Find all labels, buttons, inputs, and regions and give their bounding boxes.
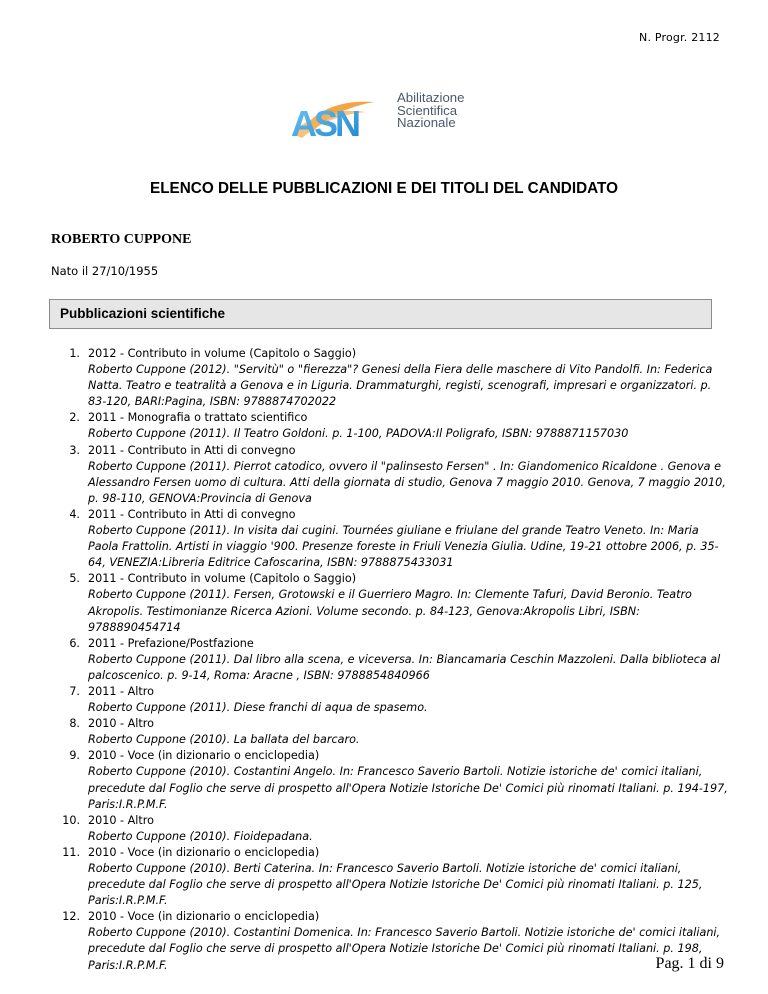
publication-item [0, 636, 768, 684]
publication-number: 4. [69, 507, 80, 521]
publication-item [0, 684, 768, 716]
logo-line-1: Abilitazione [397, 90, 465, 105]
publication-type: 2010 - Altro [88, 717, 154, 731]
publication-reference: Roberto Cuppone (2011). Fersen, Grotowski e il Guerriero Magro. In: Clemente Tafuri, David Beronio. Teatro Akropolis. Testimonianze Ricerca Azioni. Volume secondo. p. 84-123, Genova:Akropolis Libri, ISBN: 9788890454714 [88, 588, 692, 634]
section-title: Pubblicazioni scientifiche [60, 306, 226, 321]
publication-number: 2. [69, 411, 80, 425]
publication-reference: Roberto Cuppone (2012). "Servitù" o "fierezza"? Genesi della Fiera delle maschere di Vito Pandolfi. In: Federica Natta. Teatro e teatralità a Genova e in Liguria. Drammaturghi, registi, scenografi, impresari e organizzatori. p. 83-120, BARI:Pagina, ISBN: 9788874702022 [88, 363, 713, 409]
publication-number: 5. [69, 572, 80, 586]
publication-reference: Roberto Cuppone (2010). Berti Caterina. In: Francesco Saverio Bartoli. Notizie istoriche de' comici italiani, precedute dal Foglio che serve di prospetto all'Opera Notizie Istoriche De' Comici più rinomati Italiani. p. 125, Paris:I.R.P.M.F. [88, 862, 703, 908]
publication-type: 2011 - Contributo in Atti di convegno [88, 507, 296, 521]
publications-list [0, 346, 768, 974]
publication-number: 6. [69, 636, 80, 650]
candidate-name: ROBERTO CUPPONE [51, 232, 192, 247]
publication-type: 2010 - Voce (in dizionario o enciclopedia) [88, 749, 320, 763]
asn-logo-mark [290, 92, 400, 144]
publication-reference: Roberto Cuppone (2010). Fioidepadana. [88, 829, 313, 843]
publication-number: 1. [69, 347, 80, 360]
publication-number: 7. [69, 684, 80, 698]
publication-reference: Roberto Cuppone (2010). La ballata del barcaro. [88, 733, 360, 747]
publication-type: 2011 - Contributo in Atti di convegno [88, 443, 296, 457]
publication-reference: Roberto Cuppone (2011). Il Teatro Goldoni. p. 1-100, PADOVA:Il Poligrafo, ISBN: 9788871157030 [88, 427, 629, 441]
publication-type: 2010 - Voce (in dizionario o enciclopedia) [88, 910, 320, 924]
publication-number: 8. [69, 717, 80, 731]
logo-wordmark [397, 92, 464, 130]
publication-item [0, 507, 768, 571]
publication-type: 2011 - Prefazione/Postfazione [88, 636, 254, 650]
publication-item [0, 346, 768, 410]
publication-type: 2011 - Monografia o trattato scientifico [88, 411, 308, 425]
publication-number: 11. [62, 845, 80, 859]
publication-type: 2011 - Altro [88, 684, 154, 698]
publication-reference: Roberto Cuppone (2010). Costantini Angelo. In: Francesco Saverio Bartoli. Notizie istoriche de' comici italiani, precedute dal Foglio che serve di prospetto all'Opera Notizie Istoriche De' Comici più rinomati Italiani. p. 194-197, Paris:I.R.P.M.F. [88, 765, 728, 811]
publication-type: 2011 - Contributo in volume (Capitolo o Saggio) [88, 572, 357, 586]
candidate-birth: Nato il 27/10/1955 [51, 264, 159, 278]
progressive-number: N. Progr. 2112 [639, 31, 720, 44]
publication-type: 2010 - Voce (in dizionario o enciclopedia) [88, 845, 320, 859]
publication-reference: Roberto Cuppone (2011). In visita dai cugini. Tournées giuliane e friulane del grande Teatro Veneto. In: Maria Paola Frattolin. Artisti in viaggio '900. Presenze foreste in Friuli Venezia Giulia. Udine, 19-21 ottobre 2006, p. 35-64, VENEZIA:Libreria Editrice Cafoscarina, ISBN: 9788875433031 [88, 524, 719, 570]
page-title: ELENCO DELLE PUBBLICAZIONI E DEI TITOLI DEL CANDIDATO [150, 180, 618, 197]
publication-item [0, 909, 768, 973]
publication-number: 12. [62, 910, 80, 924]
page-number: Pag. 1 di 9 [655, 955, 724, 972]
publication-item [0, 813, 768, 845]
logo-line-2: Scientifica [397, 102, 458, 118]
publication-reference: Roberto Cuppone (2011). Dal libro alla scena, e viceversa. In: Biancamaria Ceschin Mazzoleni. Dalla biblioteca al palcoscenico. p. 9-14, Roma: Aracne , ISBN: 9788854840966 [88, 652, 721, 682]
publication-type: 2010 - Altro [88, 813, 154, 827]
publication-item [0, 443, 768, 507]
publication-number: 3. [69, 443, 80, 457]
publication-number: 10. [62, 813, 80, 827]
publication-item [0, 410, 768, 442]
publication-item [0, 748, 768, 812]
publication-type: 2012 - Contributo in volume (Capitolo o Saggio) [88, 347, 357, 360]
logo-line-3: Nazionale [397, 115, 456, 130]
publication-reference: Roberto Cuppone (2010). Costantini Domenica. In: Francesco Saverio Bartoli. Notizie istoriche de' comici italiani, precedute dal Foglio che serve di prospetto all'Opera Notizie Istoriche De' Comici più rinomati Italiani. p. 198, Paris:I.R.P.M.F. [88, 926, 721, 972]
svg-text:ASN: ASN [291, 103, 359, 144]
publication-item [0, 571, 768, 635]
section-header [49, 299, 712, 329]
publication-number: 9. [69, 749, 80, 763]
publication-reference: Roberto Cuppone (2011). Diese franchi di aqua de spasemo. [88, 701, 428, 715]
publication-item [0, 845, 768, 909]
asn-logo [290, 92, 490, 144]
publication-reference: Roberto Cuppone (2011). Pierrot catodico, ovvero il "palinsesto Fersen" . In: Giandomenico Ricaldone . Genova e Alessandro Fersen uomo di cultura. Atti della giornata di studio, Genova 7 maggio 2010. Genova, 7 maggio 2010, p. 98-110, GENOVA:Provincia di Genova [88, 459, 726, 505]
publication-item [0, 716, 768, 748]
